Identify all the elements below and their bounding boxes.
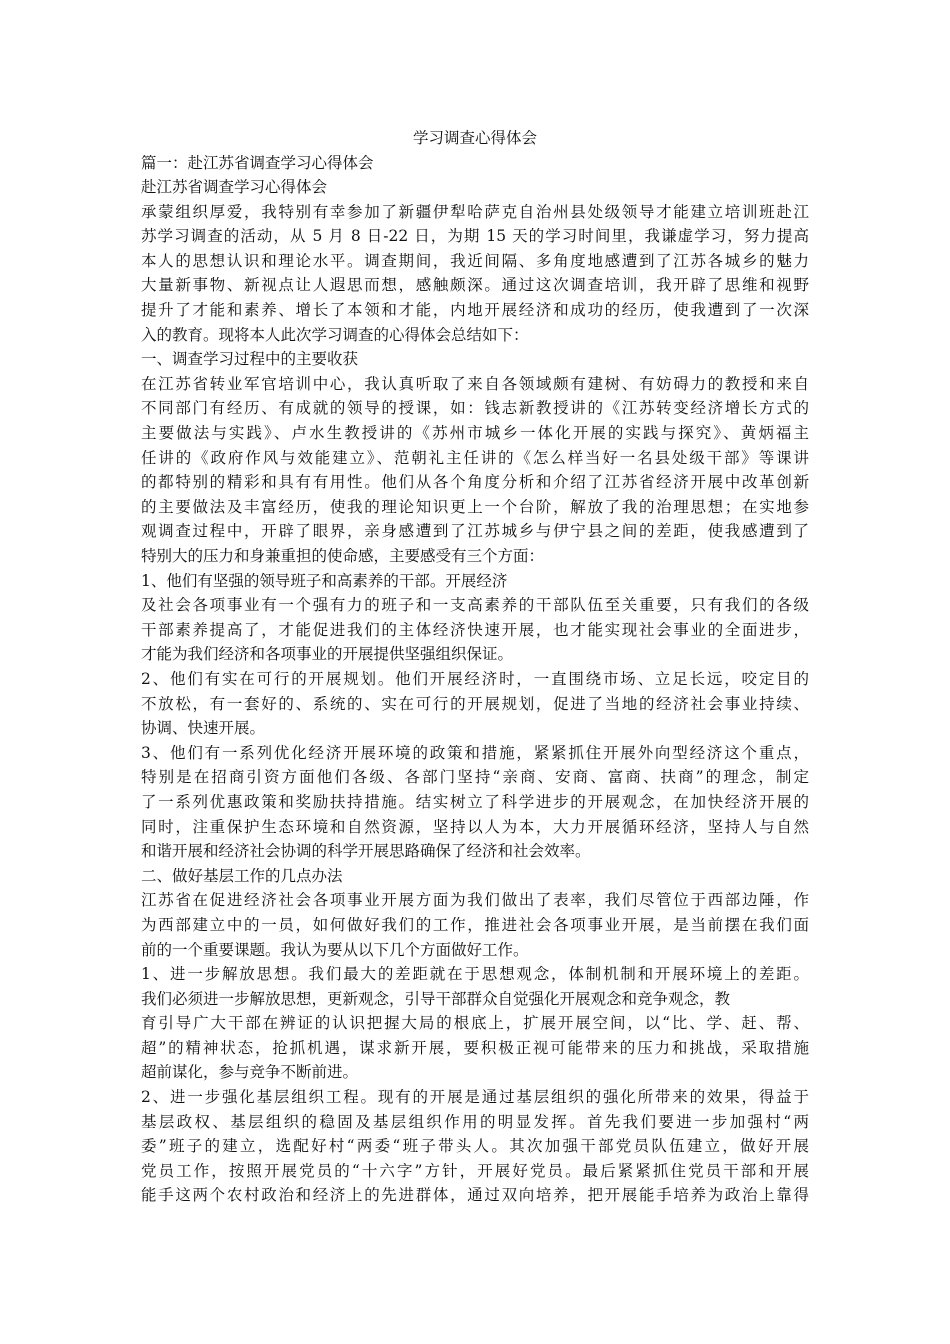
text-line: 苏学习调查的活动，从 5 月 8 日-22 日，为期 15 天的学习时间里，我谦虚学习，努力提高	[141, 227, 809, 246]
text-line: 二、做好基层工作的几点办法	[141, 866, 343, 885]
text-line: 不同部门有经历、有成就的领导的授课，如：钱志新教授讲的《江苏转变经济增长方式的	[141, 399, 809, 418]
text-line: 的主要做法及丰富经历，使我的理论知识更上一个台阶，解放了我的治理思想；在实地参	[141, 497, 809, 516]
text-line: 提升了才能和素养、增长了本领和才能，内地开展经济和成功的经历，使我遭到了一次深	[141, 301, 809, 320]
document-title: 学习调查心得体会	[412, 129, 537, 147]
text-line: 前的一个重要课题。我认为要从以下几个方面做好工作。	[141, 940, 529, 959]
text-line: 1、进一步解放思想。我们最大的差距就在于思想观念，体制机制和开展环境上的差距。	[141, 965, 809, 984]
text-line: 才能为我们经济和各项事业的开展提供坚强组织保证。	[141, 645, 514, 664]
text-line: 入的教育。现将本人此次学习调查的心得体会总结如下：	[141, 325, 529, 344]
text-line: 党员工作，按照开展党员的“十六字”方针，开展好党员。最后紧紧抓住党员干部和开展	[141, 1161, 809, 1180]
text-line: 超前谋化，参与竞争不断前进。	[141, 1063, 359, 1082]
text-line: 特别大的压力和身兼重担的使命感，主要感受有三个方面：	[141, 547, 545, 565]
text-line: 基层政权、基层组织的稳固及基层组织作用的明显发挥。首先我们要进一步加强村“两	[141, 1112, 809, 1131]
text-line: 本人的思想认识和理论水平。调查期间，我近间隔、多角度地感遭到了江苏各城乡的魅力	[141, 251, 809, 270]
text-line: 的都特别的精彩和具有有用性。他们从各个角度分析和介绍了江苏省经济开展中改革创新	[141, 473, 809, 492]
text-line: 在江苏省转业军官培训中心，我认真听取了来自各领域颇有建树、有妨碍力的教授和来自	[141, 374, 809, 393]
text-line: 2、他们有实在可行的开展规划。他们开展经济时，一直围绕市场、立足长远，咬定目的	[141, 669, 809, 688]
text-line: 承蒙组织厚爱，我特别有幸参加了新疆伊犁哈萨克自治州县处级领导才能建立培训班赴江	[141, 202, 809, 221]
document-content	[141, 126, 809, 1208]
text-line: 不放松，有一套好的、系统的、实在可行的开展规划，促进了当地的经济社会事业持续、	[141, 694, 809, 713]
document-body	[141, 151, 809, 1209]
text-line: 为西部建立中的一员，如何做好我们的工作，推进社会各项事业开展，是当前摆在我们面	[141, 915, 809, 934]
text-line: 育引导广大干部在辨证的认识把握大局的根底上，扩展开展空间，以“比、学、赶、帮、	[141, 1014, 809, 1033]
text-line: 大量新事物、新视点让人遐思而想，感触颇深。通过这次调查培训，我开辟了思维和视野	[141, 276, 809, 295]
text-line: 能手这两个农村政治和经济上的先进群体，通过双向培养，把开展能手培养为政治上靠得	[141, 1186, 809, 1205]
text-line: 主要做法与实践》、卢水生教授讲的《苏州市城乡一体化开展的实践与探究》、黄炳福主	[141, 424, 809, 443]
text-line: 任讲的《政府作风与效能建立》、范朝礼主任讲的《怎么样当好一名县处级干部》等课讲	[141, 448, 809, 467]
text-line: 江苏省在促进经济社会各项事业开展方面为我们做出了表率，我们尽管位于西部边陲，作	[141, 891, 809, 910]
text-line: 特别是在招商引资方面他们各级、各部门坚持“亲商、安商、富商、扶商”的理念，制定	[141, 768, 809, 787]
text-line: 3、他们有一系列优化经济开展环境的政策和措施，紧紧抓住开展外向型经济这个重点，	[141, 743, 809, 762]
text-line: 一、调查学习过程中的主要收获	[141, 350, 359, 369]
text-line: 干部素养提高了，才能促进我们的主体经济快速开展，也才能实现社会事业的全面进步，	[141, 620, 809, 639]
text-line: 篇一：赴江苏省调查学习心得体会	[141, 153, 374, 172]
text-line: 2、进一步强化基层组织工程。现有的开展是通过基层组织的强化所带来的效果，得益于	[141, 1088, 809, 1107]
text-line: 赴江苏省调查学习心得体会	[141, 178, 328, 197]
text-line: 观调查过程中，开辟了眼界，亲身感遭到了江苏城乡与伊宁县之间的差距，使我感遭到了	[141, 522, 809, 541]
text-line: 委”班子的建立，选配好村“两委“班子带头人。其次加强干部党员队伍建立，做好开展	[141, 1137, 809, 1156]
text-line: 同时，注重保护生态环境和自然资源，坚持以人为本，大力开展循环经济，坚持人与自然	[141, 817, 809, 836]
text-line: 超”的精神状态，抢抓机遇，谋求新开展，要积极正视可能带来的压力和挑战，采取措施	[141, 1038, 809, 1057]
text-line: 我们必须进一步解放思想，更新观念，引导干部群众自觉强化开展观念和竞争观念，教	[141, 989, 731, 1008]
text-line: 和谐开展和经济社会协调的科学开展思路确保了经济和社会效率。	[141, 842, 591, 861]
text-line: 及社会各项事业有一个强有力的班子和一支高素养的干部队伍至关重要，只有我们的各级	[141, 596, 809, 615]
text-line: 协调、快速开展。	[141, 719, 266, 738]
text-line: 了一系列优惠政策和奖励扶持措施。结实树立了科学进步的开展观念，在加快经济开展的	[141, 792, 809, 811]
text-line: 1、他们有坚强的领导班子和高素养的干部。开展经济	[141, 571, 508, 590]
